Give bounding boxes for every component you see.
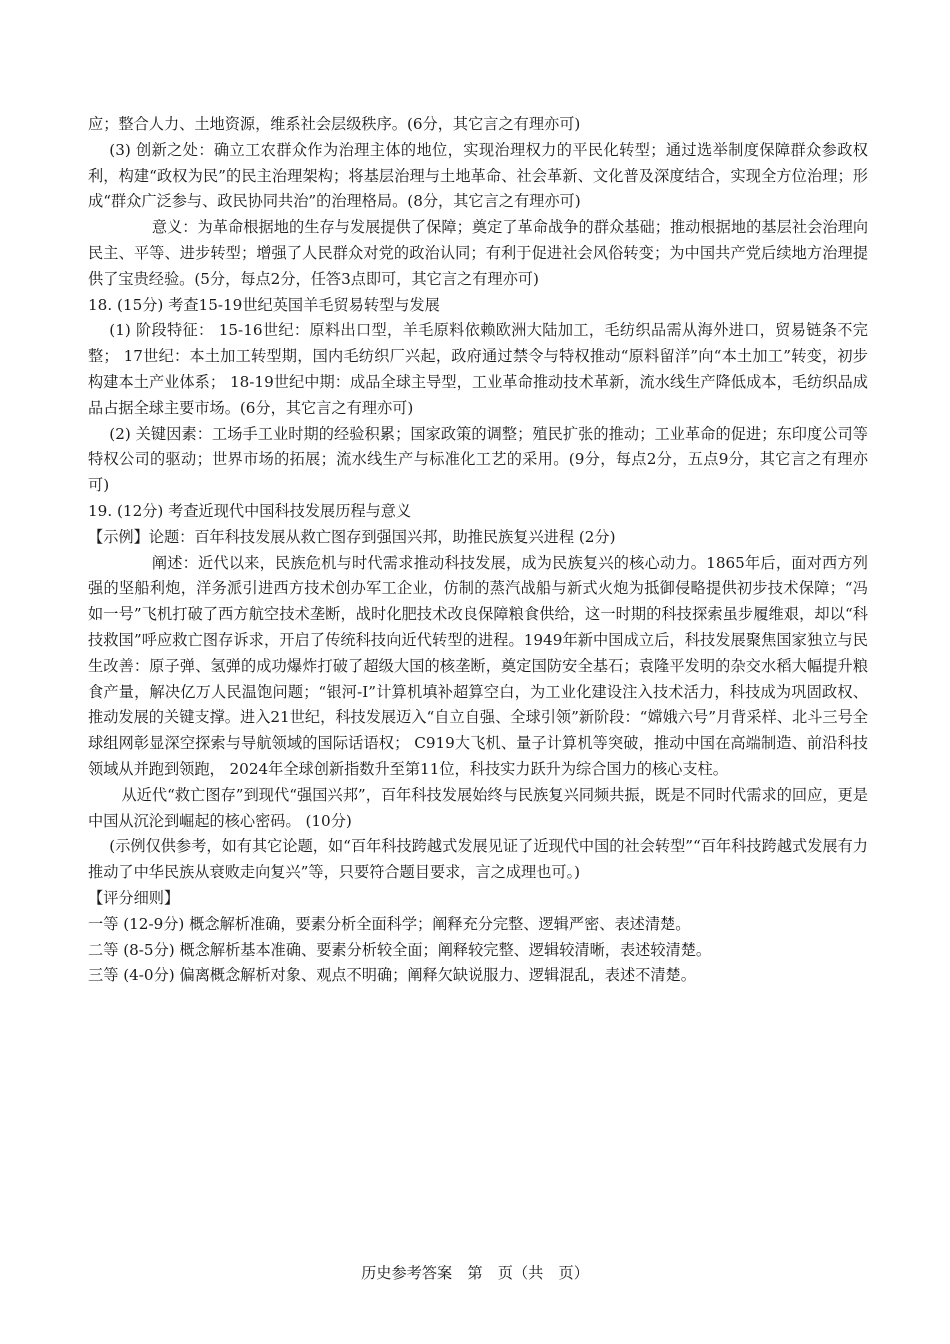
page-footer: 历史参考答案 第 页（共 页） <box>361 1264 589 1282</box>
paragraph-q18-1: (1) 阶段特征： 15-16世纪：原料出口型，羊毛原料依赖欧洲大陆加工，毛纺织品需从海外进口，贸易链条不完整； 17世纪：本土加工转型期，国内毛纺织厂兴起，政府通过禁令与特权推动“原料留洋”向“本土加工”转变，初步构建本土产业体系； 18-19世纪中期：成品全球主导型，工业革命推动技术革新，流水线生产降低成本，毛纺织品成品占据全球主要市场。(6分，其它言之有理亦可) <box>88 321 868 417</box>
paragraph-q17-2-end: 应；整合人力、土地资源，维系社会层级秩序。(6分，其它言之有理亦可) <box>88 115 581 133</box>
paragraph-q17-3-significance: 意义：为革命根据地的生存与发展提供了保障；奠定了革命战争的群众基础；推动根据地的基层社会治理向民主、平等、进步转型；增强了人民群众对党的政治认同；有利于促进社会风俗转变；为中国共产党后续地方治理提供了宝贵经验。(5分，每点2分，任答3点即可，其它言之有理亦可) <box>88 218 868 288</box>
scoring-grade-1: 一等 (12-9分) 概念解析准确，要素分析全面科学；阐释充分完整、逻辑严密、表述清楚。 <box>88 914 691 933</box>
paragraph-q17-3-innovation: (3) 创新之处：确立工农群众作为治理主体的地位，实现治理权力的平民化转型；通过选举制度保障群众参政权利，构建“政权为民”的民主治理架构；将基层治理与土地革命、社会革新、文化普及深度结合，实现全方位治理；形成“群众广泛参与、政民协同共治”的治理格局。(8分，其它言之有理亦可) <box>88 140 868 211</box>
scoring-grade-3: 三等 (4-0分) 偏离概念解析对象、观点不明确；阐释欠缺说服力、逻辑混乱，表述不清楚。 <box>88 966 696 985</box>
answer-content <box>88 112 868 989</box>
example-note: (示例仅供参考，如有其它论题，如“百年科技跨越式发展见证了近现代中国的社会转型”“百年科技跨越式发展有力推动了中华民族从衰败走向复兴”等，只要符合题目要求，言之成理也可。) <box>88 837 868 882</box>
example-thesis: 【示例】论题：百年科技发展从救亡图存到强国兴邦，助推民族复兴进程 (2分) <box>88 527 616 546</box>
example-elaboration: 阐述：近代以来，民族危机与时代需求推动科技发展，成为民族复兴的核心动力。1865年后，面对西方列强的坚船利炮，洋务派引进西方技术创办军工企业，仿制的蒸汽战船与新式火炮为抵御侵略提供初步技术保障；“冯如一号”飞机打破了西方航空技术垄断，战时化肥技术改良保障粮食供给，这一时期的科技探索虽步履维艰，却以“科技救国”呼应救亡图存诉求，开启了传统科技向近代转型的进程。1949年新中国成立后，科技发展聚焦国家独立与民生改善：原子弹、氢弹的成功爆炸打破了超级大国的核垄断，奠定国防安全基石；袁隆平发明的杂交水稻大幅提升粮食产量，解决亿万人民温饱问题；“银河-I”计算机填补超算空白，为工业化建设注入技术活力，科技成为巩固政权、推动发展的关键支撑。进入21世纪，科技发展迈入“自立自强、全球引领”新阶段：“嫦娥六号”月背采样、北斗三号全球组网彰显深空探索与导航领域的国际话语权； C919大飞机、量子计算机等突破，推动中国在高端制造、前沿科技领域从并跑到领跑， 2024年全球创新指数升至第11位，科技实力跃升为综合国力的核心支柱。 <box>88 553 868 778</box>
example-conclusion: 从近代“救亡图存”到现代“强国兴邦”，百年科技发展始终与民族复兴同频共振，既是不同时代需求的回应，更是中国从沉沦到崛起的核心密码。 (10分) <box>88 785 868 830</box>
question-19-heading: 19. (12分) 考查近现代中国科技发展历程与意义 <box>88 501 412 520</box>
question-18-heading: 18. (15分) 考查15-19世纪英国羊毛贸易转型与发展 <box>88 295 440 314</box>
paragraph-q18-2: (2) 关键因素：工场手工业时期的经验积累；国家政策的调整；殖民扩张的推动；工业革命的促进；东印度公司等特权公司的驱动；世界市场的拓展；流水线生产与标准化工艺的采用。(9分，每点2分，五点9分，其它言之有理亦可) <box>88 424 868 495</box>
scoring-rules-heading: 【评分细则】 <box>88 888 180 907</box>
scoring-grade-2: 二等 (8-5分) 概念解析基本准确、要素分析较全面；阐释较完整、逻辑较清晰，表述较清楚。 <box>88 940 712 959</box>
